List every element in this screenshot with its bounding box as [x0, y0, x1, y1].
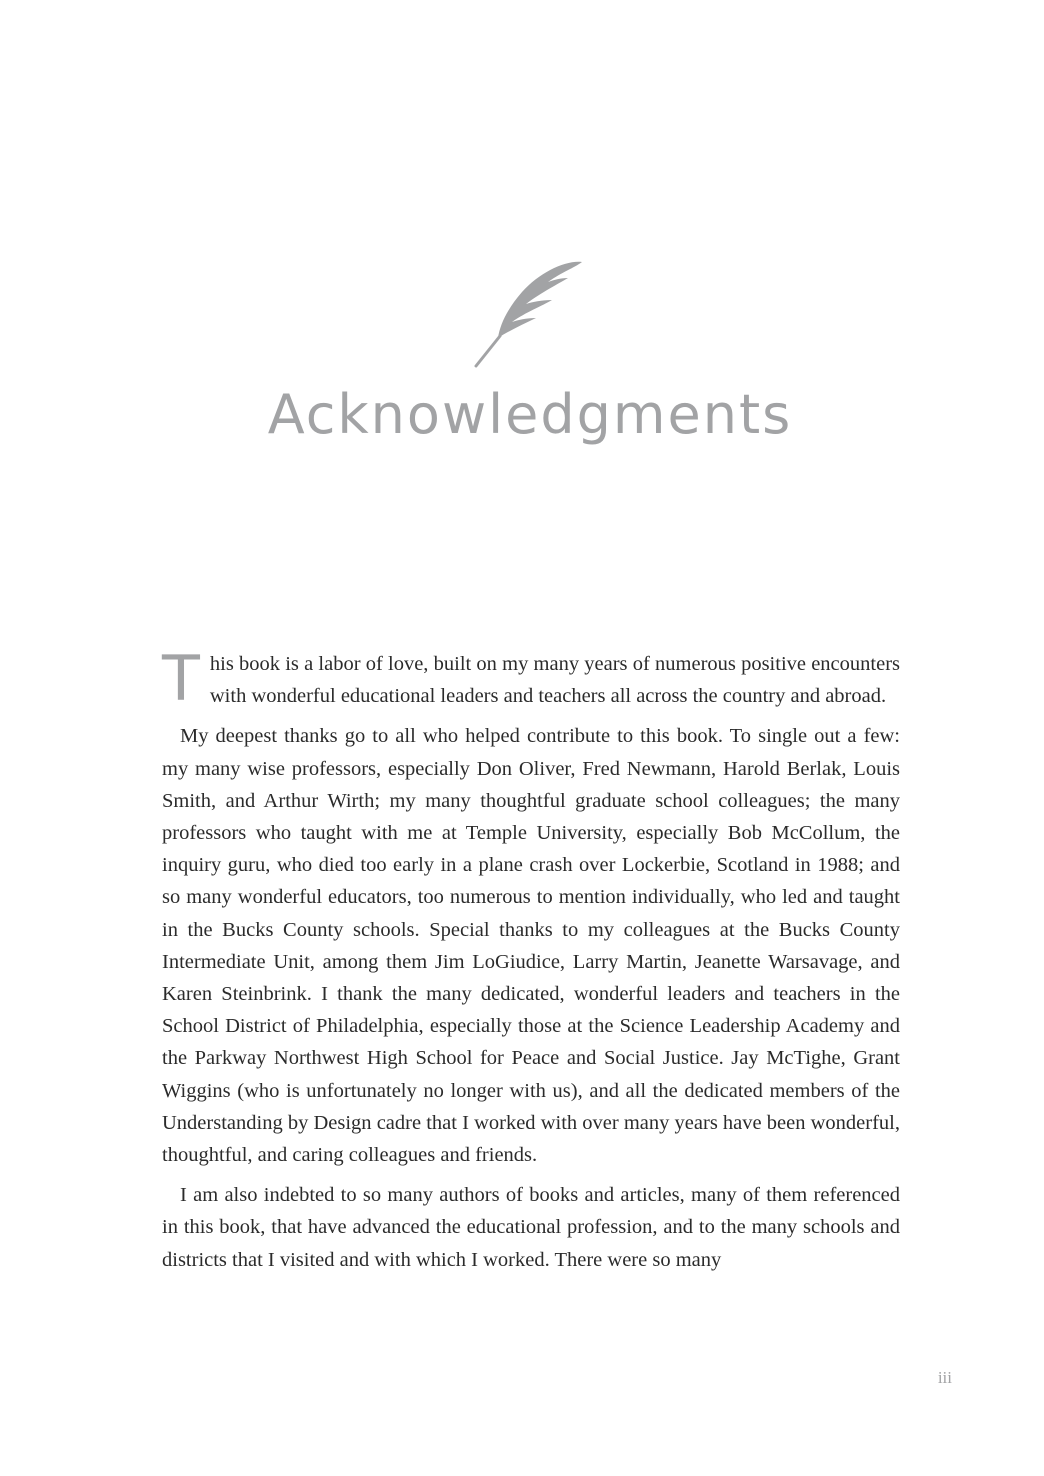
body-text — [162, 642, 900, 1284]
paragraph-1 — [162, 642, 900, 715]
paragraph-2: My deepest thanks go to all who helped contribute to this book. To single out a few: my many wise professors, especially Don Oliver, Fred Newmann, Harold Berlak, Louis Smith, and Arthur Wirth; my many thoughtful graduate school colleagues; the many professors who taught with me at Temple University, especially Bob McCollum, the inquiry guru, who died too early in a plane crash over Lockerbie, Scotland in 1988; and so many wonderful educators, too numerous to mention individually, who led and taught in the Bucks County schools. Special thanks to my colleagues at the Bucks County Intermediate Unit, among them Jim LoGiudice, Larry Martin, Jeanette Warsavage, and Karen Steinbrink. I thank the many dedicated, wonderful leaders and teachers in the School District of Philadelphia, especially those at the Science Leadership Academy and the Parkway Northwest High School for Peace and Social Justice. Jay McTighe, Grant Wiggins (who is unfortunately no longer with us), and all the dedicated members of the Understanding by Design cadre that I worked with over many years have been wonderful, thoughtful, and caring colleagues and friends. — [162, 725, 900, 1167]
paragraph-3: I am also indebted to so many authors of books and articles, many of them referenced in this book, that have advanced the educational profession, and to the many schools and districts that I visited and with which I worked. There were so many — [162, 1184, 900, 1271]
drop-cap: T — [162, 642, 200, 715]
paragraph-1-text: his book is a labor of love, built on my many years of numerous positive encounters with wonderful educational leaders and teachers all across the country and abroad. — [209, 653, 900, 708]
feather-icon — [470, 258, 590, 368]
page-number: iii — [937, 1368, 952, 1387]
page-title: Acknowledgments — [267, 383, 793, 446]
